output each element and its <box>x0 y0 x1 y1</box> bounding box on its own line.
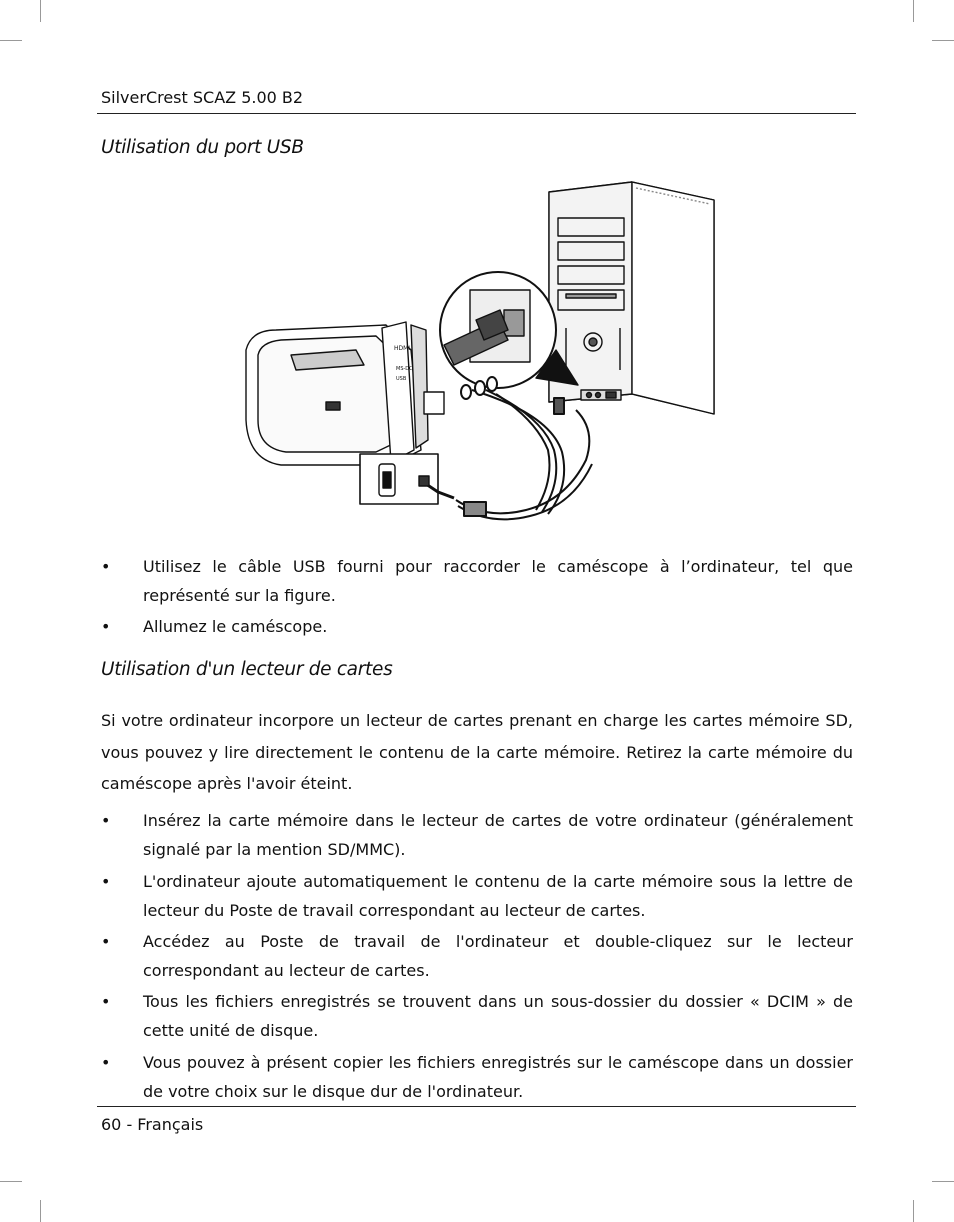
usb-connection-illustration <box>236 180 716 540</box>
crop-mark <box>913 1200 914 1222</box>
body-paragraph: Si votre ordinateur incorpore un lecteur de cartes prenant en charge les cartes mémoire SD, vous pouvez y lire directement le contenu de la carte mémoire. Retirez la carte mémoire du caméscope après l'avoir éteint. <box>101 711 853 793</box>
list-item-text: Vous pouvez à présent copier les fichiers enregistrés sur le caméscope dans un dossier de votre choix sur le disque dur de l'ordinateur. <box>143 1053 853 1101</box>
bullet-marker: • <box>101 872 111 891</box>
footer-rule <box>97 1106 856 1107</box>
bullet-marker: • <box>101 1053 111 1072</box>
crop-mark <box>40 0 41 22</box>
page-footer: 60 - Français <box>101 1115 204 1134</box>
list-item <box>101 987 853 1045</box>
crop-mark <box>0 1181 22 1182</box>
camera-port-inset <box>360 454 454 504</box>
crop-mark <box>40 1200 41 1222</box>
bullet-marker: • <box>101 992 111 1011</box>
bullet-marker: • <box>101 557 111 576</box>
crop-mark <box>932 1181 954 1182</box>
list-item <box>101 806 853 864</box>
list-item-text: L'ordinateur ajoute automatiquement le contenu de la carte mémoire sous la lettre de lecteur du Poste de travail correspondant au lecteur de cartes. <box>143 872 853 920</box>
crop-mark <box>0 40 22 41</box>
section-heading-card-reader: Utilisation d'un lecteur de cartes <box>101 659 393 680</box>
list-item-text: Utilisez le câble USB fourni pour raccorder le caméscope à l’ordinateur, tel que représenté sur la figure. <box>143 557 853 605</box>
list-item <box>101 927 853 985</box>
bullet-marker: • <box>101 811 111 830</box>
header-rule <box>97 113 856 114</box>
list-item-text: Accédez au Poste de travail de l'ordinateur et double-cliquez sur le lecteur correspondant au lecteur de cartes. <box>143 932 853 980</box>
crop-mark <box>913 0 914 22</box>
list-item <box>101 612 853 641</box>
list-item <box>101 552 853 610</box>
bullet-marker: • <box>101 617 111 636</box>
list-item-text: Allumez le caméscope. <box>143 617 328 636</box>
crop-mark <box>932 40 954 41</box>
list-item <box>101 867 853 925</box>
page-header-title: SilverCrest SCAZ 5.00 B2 <box>101 88 304 107</box>
list-item <box>101 1048 853 1106</box>
hdmi-label: HDMI <box>394 345 411 352</box>
usb-label: USB <box>396 376 407 382</box>
bullet-marker: • <box>101 932 111 951</box>
camcorder <box>246 322 444 465</box>
list-item-text: Insérez la carte mémoire dans le lecteur de cartes de votre ordinateur (généralement signalé par la mention SD/MMC). <box>143 811 853 859</box>
msdc-label: MS-DC <box>396 366 413 372</box>
section-heading-usb: Utilisation du port USB <box>101 137 304 158</box>
list-item-text: Tous les fichiers enregistrés se trouvent dans un sous-dossier du dossier « DCIM » de cette unité de disque. <box>143 992 853 1040</box>
